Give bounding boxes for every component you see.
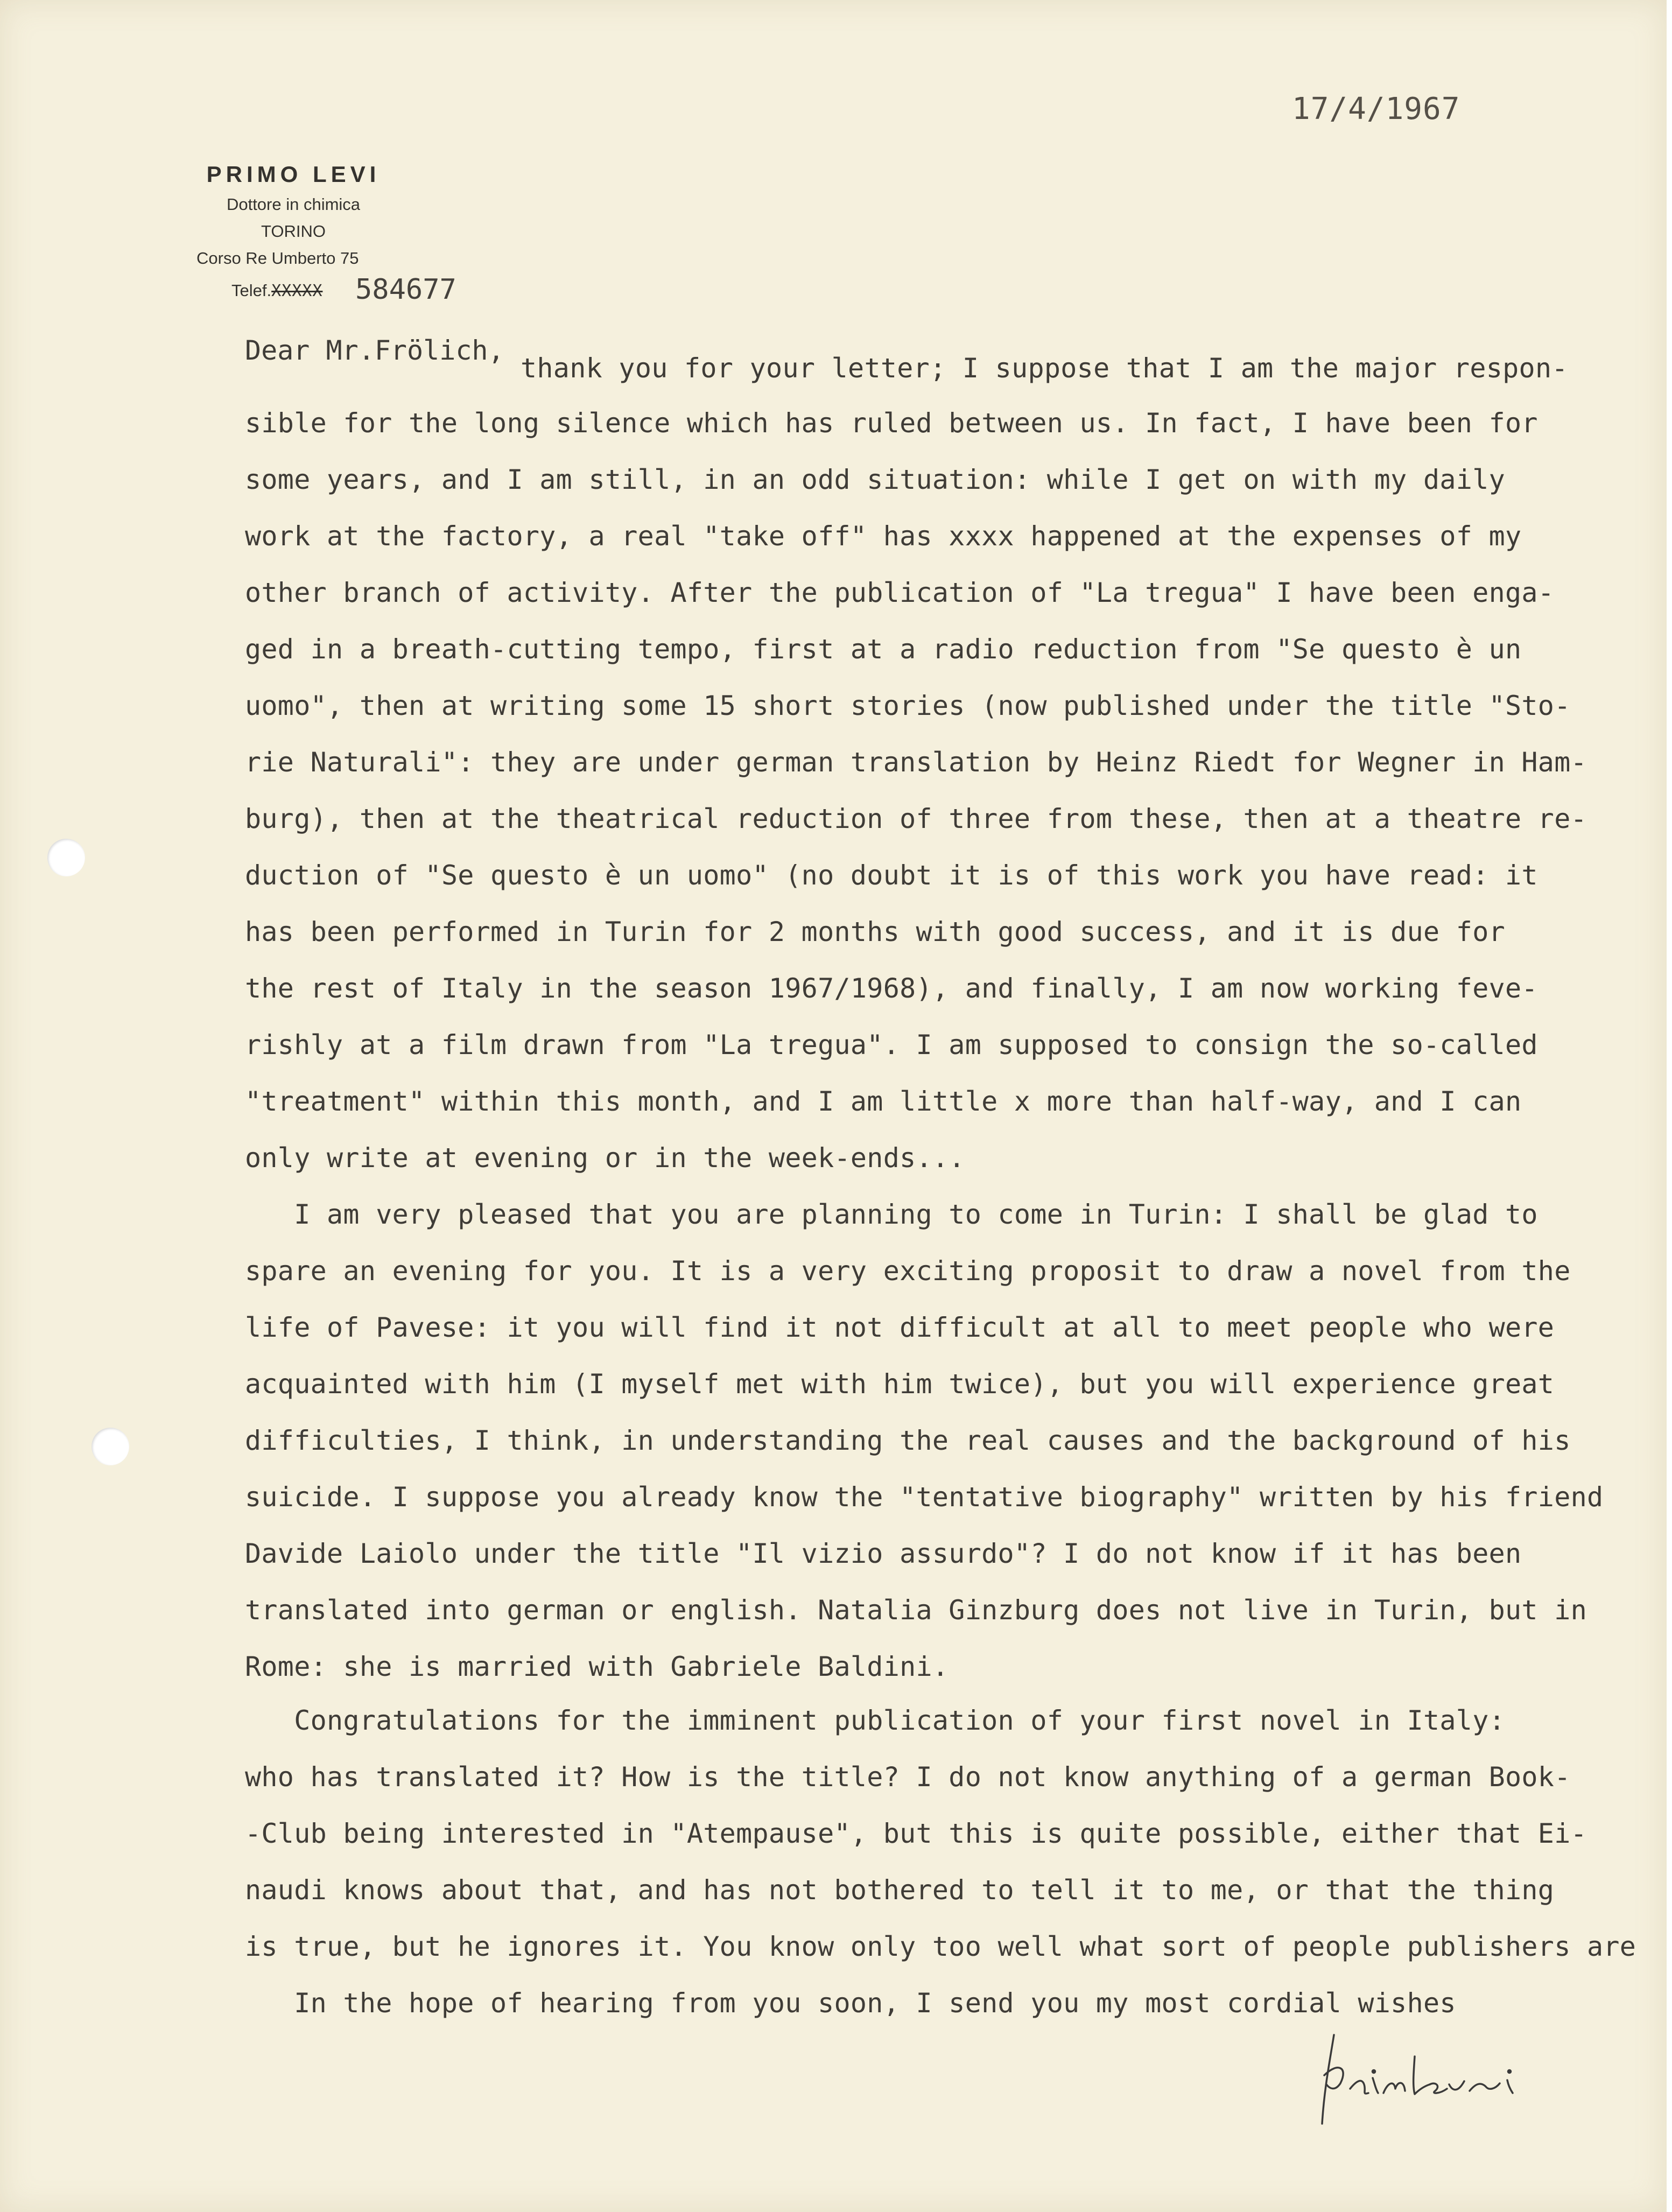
body-line: rie Naturali": they are under german translation by Heinz Riedt for Wegner in Ham- (245, 747, 1587, 778)
letterhead-name: PRIMO LEVI (206, 161, 381, 187)
body-line: Davide Laiolo under the title "Il vizio assurdo"? I do not know if it has been (245, 1538, 1522, 1569)
letter-date: 17/4/1967 (1292, 92, 1460, 127)
body-line: difficulties, I think, in understanding the real causes and the background of his (245, 1425, 1571, 1456)
body-line: Congratulations for the imminent publication of your first novel in Italy: (245, 1705, 1505, 1736)
letterhead-address: Corso Re Umberto 75 (196, 249, 359, 268)
punch-hole-top (47, 839, 85, 876)
body-line: -Club being interested in "Atempause", but this is quite possible, either that Ei- (245, 1818, 1587, 1849)
letterhead-phone-label: Telef.XXXXX (231, 281, 323, 300)
body-line: rishly at a film drawn from "La tregua". I am supposed to consign the so-called (245, 1029, 1538, 1061)
body-line: "treatment" within this month, and I am little x more than half-way, and I can (245, 1086, 1522, 1117)
body-line: is true, but he ignores it. You know only too well what sort of people publishers are (245, 1931, 1636, 1962)
body-line: who has translated it? How is the title? I do not know anything of a german Book- (245, 1761, 1571, 1793)
body-line: the rest of Italy in the season 1967/1968), and finally, I am now working feve- (245, 973, 1538, 1004)
letterhead-phone (178, 273, 456, 306)
handwritten-signature (1308, 2024, 1534, 2132)
body-line: spare an evening for you. It is a very exciting proposit to draw a novel from the (245, 1255, 1571, 1287)
body-line: translated into german or english. Natalia Ginzburg does not live in Turin, but in (245, 1595, 1587, 1626)
body-line: other branch of activity. After the publication of "La tregua" I have been enga- (245, 577, 1555, 608)
body-line: suicide. I suppose you already know the "tentative biography" written by his friend (245, 1481, 1604, 1513)
body-line: acquainted with him (I myself met with him twice), but you will experience great (245, 1368, 1555, 1400)
body-line: thank you for your letter; I suppose that I am the major respon- (521, 353, 1568, 384)
body-line: duction of "Se questo è un uomo" (no doubt it is of this work you have read: it (245, 860, 1538, 891)
salutation: Dear Mr.Frölich, (245, 335, 504, 366)
body-line: work at the factory, a real "take off" has xxxx happened at the expenses of my (245, 521, 1522, 552)
letterhead-title: Dottore in chimica (226, 195, 361, 214)
body-line: life of Pavese: it you will find it not difficult at all to meet people who were (245, 1312, 1555, 1343)
body-line: ged in a breath-cutting tempo, first at a radio reduction from "Se questo è un (245, 634, 1522, 665)
body-line: only write at evening or in the week-ends... (245, 1142, 965, 1174)
letterhead-phone-number: 584677 (355, 273, 456, 306)
body-line: burg), then at the theatrical reduction of three from these, then at a theatre re- (245, 803, 1587, 834)
body-line: some years, and I am still, in an odd situation: while I get on with my daily (245, 464, 1505, 495)
body-line: In the hope of hearing from you soon, I send you my most cordial wishes (245, 1988, 1456, 2019)
body-line: naudi knows about that, and has not bothered to tell it to me, or that the thing (245, 1874, 1555, 1906)
body-line: Rome: she is married with Gabriele Baldini. (245, 1651, 949, 1682)
letterhead (178, 161, 456, 306)
body-line: uomo", then at writing some 15 short stories (now published under the title "Sto- (245, 690, 1571, 721)
letterhead-city: TORINO (261, 222, 326, 241)
punch-hole-bottom (92, 1428, 129, 1465)
body-line: sible for the long silence which has ruled between us. In fact, I have been for (245, 408, 1538, 439)
body-line: I am very pleased that you are planning to come in Turin: I shall be glad to (245, 1199, 1538, 1230)
body-line: has been performed in Turin for 2 months with good success, and it is due for (245, 916, 1505, 947)
struck-out-text: XXXXX (271, 282, 323, 300)
